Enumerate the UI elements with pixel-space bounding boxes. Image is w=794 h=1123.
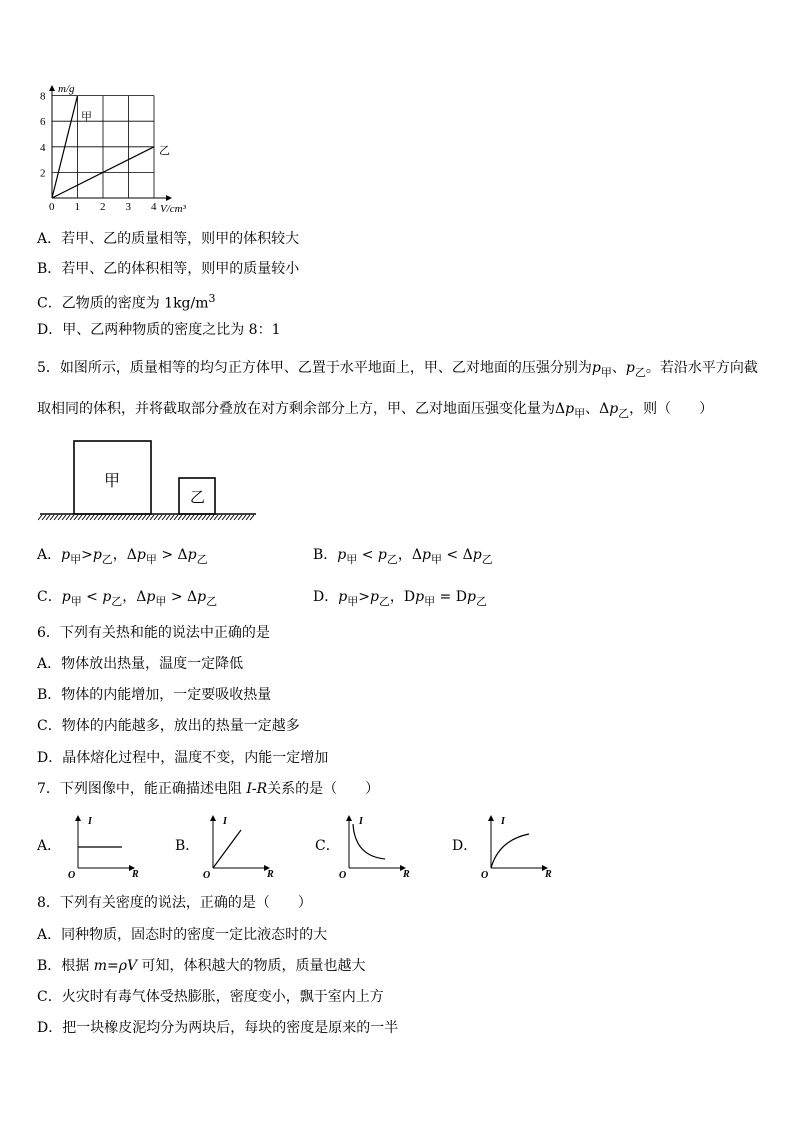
hatch-mark (74, 515, 78, 520)
q4-option-b: B．若甲、乙的体积相等，则甲的质量较小 (37, 261, 300, 277)
q7-graph-d (479, 812, 553, 880)
q6-stem: 6．下列有关热和能的说法中正确的是 (37, 625, 270, 641)
hatch-mark (66, 515, 70, 520)
hatch-mark (190, 515, 194, 520)
hatch-mark (238, 515, 242, 520)
x-tick-label: 3 (125, 201, 131, 213)
hatch-mark (138, 515, 142, 520)
q8-stem: 8．下列有关密度的说法，正确的是（ ） (37, 895, 312, 911)
hatch-mark (94, 515, 98, 520)
x-tick-label: 0 (49, 201, 55, 213)
curve-d (491, 834, 529, 868)
hatch-mark (78, 515, 82, 520)
q5-option-b: B．$p_甲 < p_乙$，$\Delta p_甲 < \Delta p_乙$ (313, 547, 493, 566)
y-tick-label: 8 (40, 90, 46, 103)
hatch-mark (110, 515, 114, 520)
q6-option-a: A．物体放出热量，温度一定降低 (37, 656, 244, 672)
svg-text:O: O (203, 870, 211, 880)
svg-text:O: O (339, 870, 347, 880)
q8-option-c: C．火灾时有毒气体受热膨胀，密度变小，飘于室内上方 (37, 989, 384, 1005)
hatch-mark (114, 515, 118, 520)
hatch-mark (70, 515, 74, 520)
hatch-mark (106, 515, 110, 520)
q4-option-a: A．若甲、乙的质量相等，则甲的体积较大 (37, 231, 300, 247)
hatch-mark (46, 515, 50, 520)
hatch-mark (242, 515, 246, 520)
q7-label-d: D． (452, 838, 478, 854)
hatch-mark (206, 515, 210, 520)
q6-option-c: C．物体的内能越多，放出的热量一定越多 (37, 718, 300, 734)
hatch-mark (226, 515, 230, 520)
hatch-mark (170, 515, 174, 520)
hatch-mark (178, 515, 182, 520)
hatch-mark (42, 515, 46, 520)
hatch-mark (194, 515, 198, 520)
hatch-mark (126, 515, 130, 520)
hatch-mark (222, 515, 226, 520)
series-label-yi: 乙 (159, 145, 170, 157)
svg-text:I: I (501, 816, 505, 827)
q4-option-c: C．乙物质的密度为 $1kg/m^3$ (37, 292, 216, 312)
hatch-mark (182, 515, 186, 520)
hatch-mark (158, 515, 162, 520)
q8-option-b: B．根据 m=ρV 可知，体积越大的物质，质量也越大 (37, 958, 366, 974)
x-tick-label: 2 (100, 201, 106, 213)
hatch-mark (38, 515, 42, 520)
hatch-mark (50, 515, 54, 520)
hatch-mark (142, 515, 146, 520)
svg-text:R: R (267, 869, 274, 880)
hatch-mark (150, 515, 154, 520)
svg-text:I: I (223, 816, 227, 827)
hatch-mark (234, 515, 238, 520)
q7-label-c: C． (315, 838, 340, 854)
hatch-mark (230, 515, 234, 520)
y-tick-label: 2 (40, 167, 46, 180)
hatch-mark (86, 515, 90, 520)
hatch-mark (166, 515, 170, 520)
q8-option-a: A．同种物质，固态时的密度一定比液态时的大 (37, 927, 328, 943)
q5-option-d: D．$p_甲>p_乙$，$Dp_甲 = Dp_乙$ (313, 589, 487, 608)
hatch-mark (146, 515, 150, 520)
hatch-mark (58, 515, 62, 520)
hatch-mark (54, 515, 58, 520)
q4-option-d: D．甲、乙两种物质的密度之比为 8：1 (37, 322, 281, 338)
hatch-mark (118, 515, 122, 520)
hatch-mark (246, 515, 250, 520)
q5-option-c: C．$p_甲 < p_乙$，$\Delta p_甲 > \Delta p_乙$ (37, 589, 218, 608)
hatch-mark (130, 515, 134, 520)
q7-graph-c (337, 812, 411, 880)
cube-yi-label: 乙 (190, 490, 206, 506)
q7-graph-b (201, 812, 275, 880)
q7-label-b: B． (175, 838, 200, 854)
hatch-mark (202, 515, 206, 520)
svg-text:R: R (132, 869, 139, 880)
svg-text:R: R (403, 869, 410, 880)
ground-hatching (38, 515, 254, 520)
y-tick-label: 6 (40, 116, 46, 129)
svg-text:I: I (88, 816, 92, 827)
x-axis-label: V/cm³ (160, 203, 186, 215)
q7-graph-a (66, 812, 140, 880)
chart-grid (52, 96, 154, 198)
hatch-mark (134, 515, 138, 520)
hatch-mark (186, 515, 190, 520)
hatch-mark (162, 515, 166, 520)
hatch-mark (122, 515, 126, 520)
curve-c (353, 824, 385, 859)
hatch-mark (210, 515, 214, 520)
hatch-mark (82, 515, 86, 520)
hatch-mark (90, 515, 94, 520)
q5-stem-line2: 取相同的体积，并将截取部分叠放在对方剩余部分上方，甲、乙对地面压强变化量为$\Delta p_甲$、$\Delta p_乙$，则（ ） (37, 401, 714, 420)
q7-stem: 7．下列图像中，能正确描述电阻 I-R关系的是（ ） (37, 781, 380, 797)
x-tick-label: 1 (74, 201, 80, 213)
q7-label-a: A． (37, 838, 62, 854)
mass-volume-chart (36, 80, 196, 220)
svg-text:O: O (481, 870, 489, 880)
hatch-mark (62, 515, 66, 520)
hatch-mark (98, 515, 102, 520)
hatch-mark (174, 515, 178, 520)
hatch-mark (214, 515, 218, 520)
hatch-mark (102, 515, 106, 520)
y-axis-label: m/g (58, 83, 75, 95)
cube-jia-label: 甲 (104, 473, 121, 490)
q6-option-b: B．物体的内能增加，一定要吸收热量 (37, 687, 272, 703)
hatch-mark (218, 515, 222, 520)
svg-text:I: I (359, 816, 363, 827)
cubes-figure (38, 438, 260, 524)
curve-b (213, 830, 241, 868)
series-label-jia: 甲 (81, 111, 92, 123)
hatch-mark (198, 515, 202, 520)
q8-option-d: D．把一块橡皮泥均分为两块后，每块的密度是原来的一半 (37, 1020, 399, 1036)
hatch-mark (154, 515, 158, 520)
hatch-mark (250, 515, 254, 520)
q5-stem-line1: 5．如图所示，质量相等的均匀正方体甲、乙置于水平地面上，甲、乙对地面的压强分别为$p_甲$、$p_乙$。若沿水平方向截 (37, 360, 758, 379)
y-tick-label: 4 (40, 141, 46, 154)
q5-option-a: A．$p_甲>p_乙$，$\Delta p_甲 > \Delta p_乙$ (37, 547, 208, 566)
svg-text:R: R (545, 869, 552, 880)
x-tick-label: 4 (151, 201, 157, 213)
svg-text:O: O (68, 870, 76, 880)
q6-option-d: D．晶体熔化过程中，温度不变，内能一定增加 (37, 750, 329, 766)
